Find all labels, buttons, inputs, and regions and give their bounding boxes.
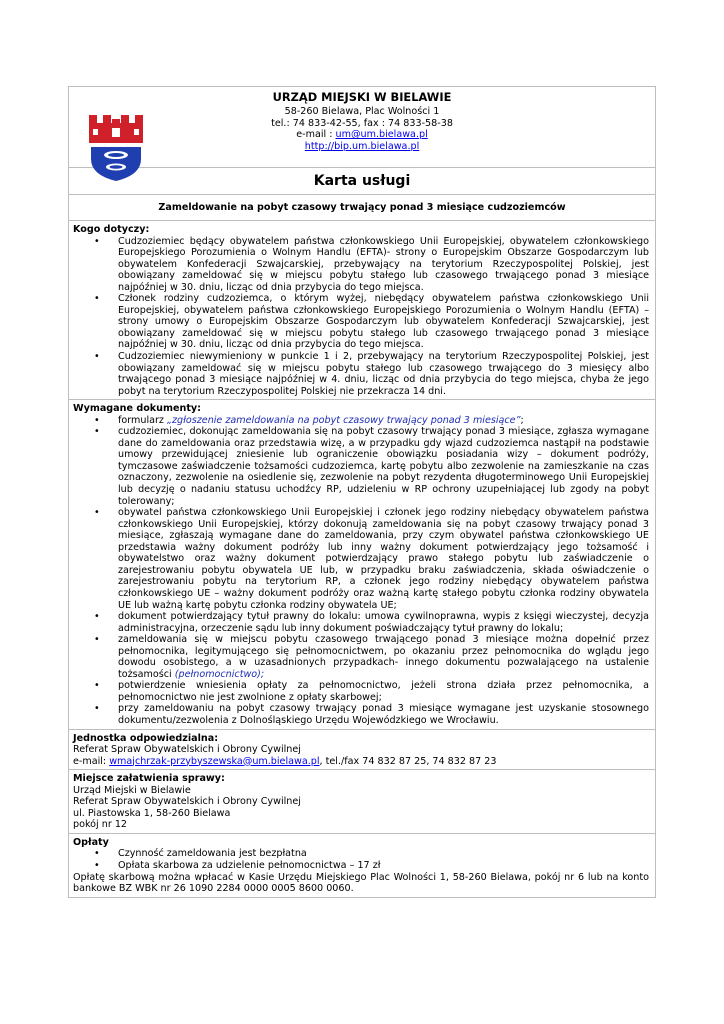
- responsible-unit-title: Jednostka odpowiedzialna:: [73, 732, 219, 744]
- bullet-icon: •: [94, 634, 100, 646]
- unit-email-link[interactable]: wmajchrzak-przybyszewska@um.bielawa.pl: [109, 755, 320, 767]
- list-item-text: cudzoziemiec, dokonując zameldowania się na pobyt czasowy trwający ponad 3 miesiące, zgłasza wymagane dane do zameldowania oraz przedstawia wizę, a w przypadku gdy wjazd cudzoziemca nastąpił na podstawie umowy przewidującej zniesienie lub ograniczenie obowiązku posiadania wizy – dokument podróży, tymczasowe zaświadczenie tożsamości cudzoziemca, kartę pobytu albo zezwolenie na zamieszkanie na czas oznaczony, zezwolenie na osiedlenie się, zezwolenie na pobyt rezydenta długoterminowego Unii Europejskiej lub decyzję o nadaniu statusu uchodźcy RP, udzieleniu w RP ochrony uzupełniającej lub zgody na pobyt tolerowany;: [118, 426, 649, 507]
- who-section: [69, 221, 655, 400]
- documents-title: Wymagane dokumenty:: [73, 403, 202, 415]
- fees-payment-note: Opłatę skarbową można wpłacać w Kasie Urzędu Miejskiego Plac Wolności 1, 58-260 Bielawa, pokój nr 6 lub na konto bankowe BZ WBK nr 26 1090 2284 0000 0005 8600 0060.: [73, 871, 649, 895]
- place-line: Urząd Miejski w Bielawie: [73, 784, 191, 796]
- bullet-icon: •: [94, 611, 100, 623]
- list-item: [73, 507, 649, 611]
- list-item: [73, 293, 649, 351]
- place-section: [69, 770, 655, 834]
- card-title: Karta usługi: [313, 173, 411, 189]
- list-item-text: przy zameldowaniu na pobyt czasowy trwający ponad 3 miesiące wymagane jest uzyskanie stosownego dokumentu/zezwolenia z Dolnośląskiego Urzędu Wojewódzkiego we Wrocławiu.: [118, 703, 649, 726]
- service-name: Zameldowanie na pobyt czasowy trwający ponad 3 miesiące cudzoziemców: [158, 202, 566, 213]
- list-item: [73, 634, 649, 680]
- service-name-row: [69, 195, 655, 221]
- list-item-text: Opłata skarbowa za udzielenie pełnomocnictwa – 17 zł: [118, 859, 381, 871]
- fees-title: Opłaty: [73, 836, 109, 848]
- list-item: [73, 860, 649, 872]
- list-item: [73, 848, 649, 860]
- who-list: [73, 236, 649, 398]
- card-title-row: [69, 168, 655, 195]
- bullet-icon: •: [94, 680, 100, 692]
- office-name: URZĄD MIEJSKI W BIELAWIE: [272, 90, 452, 104]
- list-item-text: Członek rodziny cudzoziemca, o którym wyżej, niebędący obywatelem państwa członkowskiego Unii Europejskiej, obywatelem państwa członkowskiego Europejskiego Porozumienia o Wolnym Handlu (EFTA) – strony umowy o Europejskim Obszarze Gospodarczym lub obywatelem Konfederacji Szwajcarskiej, jest obowiązany zameldować się w miejscu pobytu stałego lub czasowego trwającego ponad 3 miesiące najpóźniej w 30. dniu, licząc od dnia przybycia do tego miejsca.: [118, 293, 649, 351]
- office-header: [69, 87, 655, 168]
- responsible-unit-name: Referat Spraw Obywatelskich i Obrony Cywilnej: [73, 744, 301, 756]
- bullet-icon: •: [94, 293, 100, 305]
- office-website-link[interactable]: http://bip.um.bielawa.pl: [304, 140, 420, 152]
- list-item: [73, 611, 649, 634]
- responsible-unit-section: [69, 730, 655, 771]
- place-title: Miejsce załatwienia sprawy:: [73, 773, 225, 785]
- list-item-text: Cudzoziemiec niewymieniony w punkcie 1 i 2, przebywający na terytorium Rzeczypospolitej Polskiej, jest obowiązany zameldować się w miejscu pobytu stałego lub czasowego trwającego do 3 miesięcy albo trwającego ponad 3 miesiące najpóźniej w 4. dniu, licząc od dnia przybycia do tego miejsca, chyba że jego pobyt na terytorium Rzeczypospolitej Polskiej nie przekracza 14 dni.: [118, 351, 649, 397]
- fees-section: [69, 834, 655, 897]
- bullet-icon: •: [94, 507, 100, 519]
- office-email-label: e-mail :: [296, 129, 336, 141]
- office-website-line: [69, 141, 655, 153]
- list-item: [73, 351, 649, 397]
- documents-section: [69, 400, 655, 729]
- bullet-icon: •: [94, 426, 100, 438]
- list-item: [73, 415, 649, 427]
- bullet-icon: •: [94, 703, 100, 715]
- place-line: pokój nr 12: [73, 819, 128, 831]
- list-item: [73, 680, 649, 703]
- list-item-text: obywatel państwa członkowskiego Unii Europejskiej i członek jego rodziny niebędący obywatelem państwa członkowskiego Unii Europejskiej, którzy dokonują zameldowania się na pobyt czasowy trwający ponad 3 miesiące, zgłaszają wymagane dane do zameldowania, przy czym obywatel państwa członkowskiego UE przedstawia ważny dokument podróży lub inny ważny dokument potwierdzający jego tożsamość i obywatelstwo oraz ważny dokument potwierdzający prawo stałego pobytu lub zaświadczenie o zarejestrowaniu pobytu obywatela UE lub, w przypadku braku zaświadczenia, składa oświadczenie o zarejestrowaniu pobytu na terytorium RP, a członek jego rodziny niebędący obywatelem państwa członkowskiego UE – ważny dokument podróży oraz ważną kartę stałego pobytu członka rodziny obywatela UE lub ważną kartę pobytu członka rodziny obywatela UE;: [118, 507, 649, 611]
- bielawa-crest-icon: [87, 115, 145, 181]
- office-contact-block: [69, 87, 655, 167]
- bullet-icon: •: [94, 859, 100, 871]
- place-line: ul. Piastowska 1, 58-260 Bielawa: [73, 807, 231, 819]
- bullet-icon: •: [94, 235, 100, 247]
- application-form-link[interactable]: „zgłoszenie zameldowania na pobyt czasowy trwający ponad 3 miesiące”: [167, 414, 521, 426]
- documents-list: [73, 415, 649, 727]
- office-email-line: [69, 129, 655, 141]
- list-item-text: Cudzoziemiec będący obywatelem państwa członkowskiego Unii Europejskiej, obywatelem członkowskiego Europejskiego Porozumienia o Wolnym Handlu (EFTA)- strony o Europejskim Obszarze Gospodarczym lub obywatelem Konfederacji Szwajcarskiej, przebywający na terytorium Rzeczypospolitej Polskiej, jest obowiązany zameldować się w miejscu pobytu stałego lub czasowego trwającego ponad 3 miesiące najpóźniej w 30. dniu, licząc od dnia przybycia do tego miejsca.: [118, 235, 649, 293]
- office-phone-fax: tel.: 74 833-42-55, fax : 74 833-58-38: [271, 117, 453, 129]
- list-item-text: potwierdzenie wniesienia opłaty za pełnomocnictwo, jeżeli strona działa przez pełnomocnika, a pełnomocnictwo nie jest zwolnione z opłaty skarbowej;: [118, 680, 649, 703]
- bullet-icon: •: [94, 351, 100, 363]
- service-card: [68, 86, 656, 898]
- bullet-icon: •: [94, 848, 100, 860]
- list-item-text: dokument potwierdzający tytuł prawny do lokalu: umowa cywilnoprawna, wypis z księgi wieczystej, decyzja administracyjna, orzeczenie sądu lub inny dokument poświadczający tytuł prawny do lokalu;: [118, 611, 649, 634]
- proxy-note: (pełnomocnictwo);: [174, 668, 265, 680]
- who-title: Kogo dotyczy:: [73, 224, 150, 235]
- list-item: [73, 426, 649, 507]
- unit-email-label: e-mail:: [73, 755, 110, 767]
- list-item-text: Czynność zameldowania jest bezpłatna: [118, 848, 307, 860]
- list-item-text: zameldowania się w miejscu pobytu czasowego trwającego ponad 3 miesiące można dopełnić przez pełnomocnika, legitymującego się pełnomocnictwem, po okazaniu przez pełnomocnika do wglądu jego dowodu osobistego, a w uzasadnionych przypadkach- innego dokumentu pozwalającego na ustalenie tożsamości: [118, 634, 649, 680]
- place-line: Referat Spraw Obywatelskich i Obrony Cywilnej: [73, 796, 301, 808]
- unit-phone: , tel./fax 74 832 87 25, 74 832 87 23: [319, 755, 497, 767]
- bullet-icon: •: [94, 414, 100, 426]
- fees-list: [73, 848, 649, 871]
- form-suffix: ;: [520, 414, 524, 426]
- office-address: 58-260 Bielawa, Plac Wolności 1: [284, 106, 440, 117]
- office-email-link[interactable]: um@um.bielawa.pl: [335, 129, 428, 141]
- list-item: [73, 703, 649, 726]
- responsible-unit-contact: [73, 756, 649, 768]
- form-prefix: formularz: [118, 414, 168, 426]
- list-item: [73, 236, 649, 294]
